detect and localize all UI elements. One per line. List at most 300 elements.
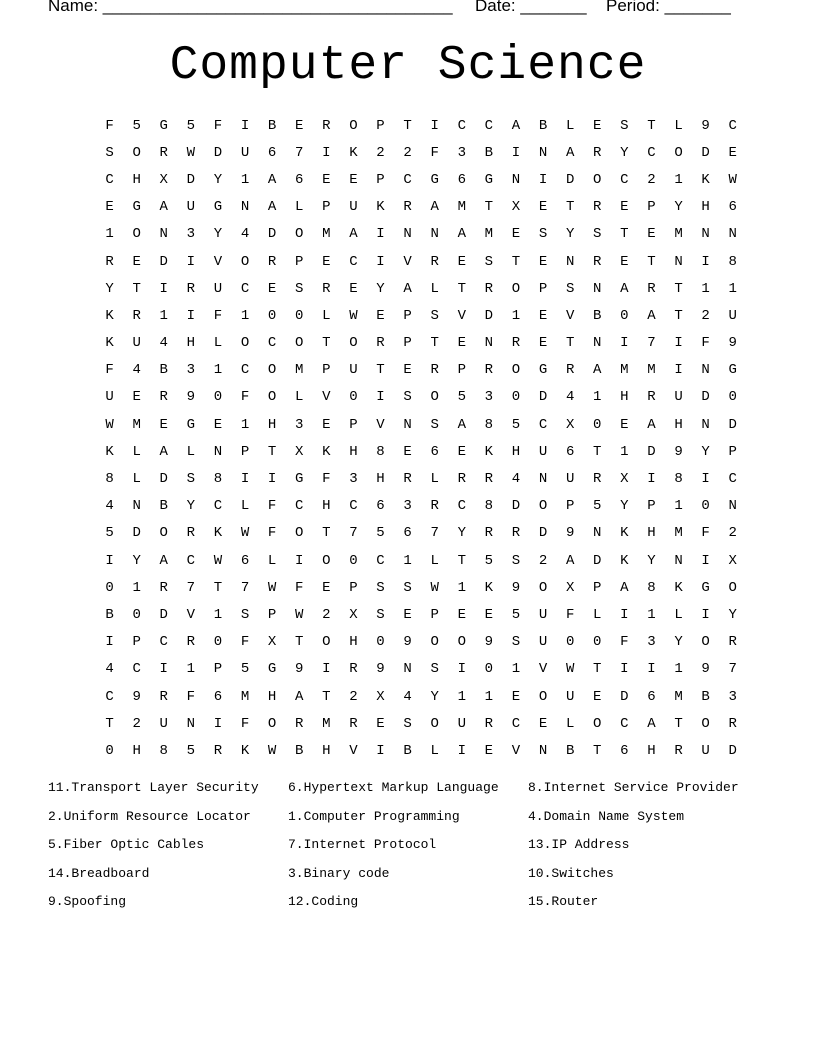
grid-letter: R (267, 253, 277, 270)
grid-letter: H (701, 199, 710, 216)
grid-letter: O (322, 552, 331, 569)
grid-letter: U (105, 389, 114, 406)
grid-letter: L (430, 742, 439, 759)
grid-row (96, 275, 746, 302)
grid-letter: D (186, 171, 196, 188)
grid-row (96, 737, 746, 764)
grid-letter: C (295, 498, 304, 515)
word-list-item: 14.Breadboard (48, 865, 150, 881)
grid-letter: X (620, 471, 629, 488)
grid-row (96, 139, 746, 166)
grid-letter: K (322, 443, 331, 460)
grid-letter: K (240, 742, 250, 759)
grid-letter: C (349, 498, 358, 515)
grid-letter: E (403, 443, 412, 460)
grid-letter: L (322, 307, 331, 324)
grid-letter: V (186, 606, 196, 623)
grid-letter: 1 (186, 661, 196, 678)
grid-letter: 1 (159, 307, 168, 324)
grid-letter: V (403, 253, 412, 270)
grid-row (96, 493, 746, 520)
grid-letter: D (647, 443, 656, 460)
grid-letter: C (403, 171, 412, 188)
grid-letter: V (511, 742, 521, 759)
grid-letter: L (430, 471, 439, 488)
grid-letter: B (159, 498, 168, 515)
grid-letter: R (484, 525, 494, 542)
grid-letter: L (186, 443, 196, 460)
grid-letter: 4 (240, 226, 250, 243)
grid-letter: N (728, 498, 737, 515)
grid-letter: N (430, 226, 439, 243)
grid-letter: G (267, 661, 277, 678)
grid-row (96, 629, 746, 656)
grid-row (96, 330, 746, 357)
grid-letter: 9 (565, 525, 575, 542)
grid-letter: 6 (620, 742, 629, 759)
grid-letter: M (674, 226, 683, 243)
grid-letter: 1 (620, 443, 629, 460)
grid-letter: N (240, 199, 250, 216)
grid-letter: C (457, 498, 466, 515)
grid-letter: Y (674, 199, 683, 216)
grid-letter: 7 (186, 579, 196, 596)
grid-letter: T (457, 280, 466, 297)
grid-letter: 7 (728, 661, 737, 678)
grid-letter: T (674, 715, 683, 732)
grid-letter: L (674, 606, 683, 623)
grid-row (96, 520, 746, 547)
grid-letter: T (376, 362, 385, 379)
grid-letter: T (457, 552, 466, 569)
grid-letter: S (376, 606, 385, 623)
grid-letter: 7 (430, 525, 439, 542)
grid-letter: Y (701, 443, 710, 460)
grid-letter: S (620, 117, 629, 134)
grid-letter: R (159, 144, 168, 161)
grid-letter: 0 (484, 661, 494, 678)
grid-letter: U (674, 389, 683, 406)
grid-letter: P (132, 634, 141, 651)
grid-letter: 0 (105, 579, 114, 596)
grid-letter: V (565, 307, 575, 324)
grid-letter: O (701, 634, 710, 651)
grid-letter: R (186, 634, 196, 651)
grid-letter: Y (457, 525, 466, 542)
grid-letter: B (403, 742, 412, 759)
grid-letter: C (105, 688, 114, 705)
grid-letter: N (511, 171, 521, 188)
grid-letter: 0 (376, 634, 385, 651)
grid-letter: G (213, 199, 223, 216)
grid-letter: 5 (484, 552, 494, 569)
grid-letter: 3 (186, 226, 196, 243)
grid-letter: O (322, 634, 331, 651)
grid-letter: O (511, 362, 521, 379)
student-info-header (0, 0, 816, 20)
grid-letter: E (105, 199, 114, 216)
grid-letter: N (674, 552, 683, 569)
grid-letter: T (647, 253, 656, 270)
grid-letter: 5 (186, 742, 196, 759)
grid-letter: T (674, 307, 683, 324)
grid-letter: L (430, 280, 439, 297)
grid-letter: I (105, 552, 114, 569)
grid-letter: 0 (213, 634, 223, 651)
grid-letter: Y (620, 498, 629, 515)
grid-letter: 1 (240, 171, 250, 188)
grid-letter: S (565, 280, 575, 297)
grid-letter: 3 (295, 416, 304, 433)
grid-letter: 8 (484, 498, 494, 515)
grid-letter: G (132, 199, 141, 216)
word-list-item: 9.Spoofing (48, 894, 127, 909)
grid-letter: Y (565, 226, 575, 243)
grid-letter: T (105, 715, 114, 732)
grid-letter: Y (132, 552, 141, 569)
grid-letter: T (295, 634, 304, 651)
grid-row (96, 194, 746, 221)
grid-letter: 9 (186, 389, 196, 406)
grid-letter: U (701, 742, 710, 759)
grid-letter: R (322, 117, 331, 134)
grid-letter: E (267, 280, 277, 297)
grid-row (96, 710, 746, 737)
grid-letter: S (240, 606, 250, 623)
grid-letter: B (593, 307, 602, 324)
grid-letter: C (538, 416, 548, 433)
grid-letter: 8 (213, 471, 223, 488)
grid-letter: E (511, 226, 521, 243)
grid-letter: F (240, 389, 250, 406)
grid-letter: N (674, 253, 683, 270)
grid-letter: I (457, 742, 466, 759)
grid-letter: R (593, 144, 602, 161)
grid-letter: P (647, 199, 656, 216)
grid-letter: F (701, 335, 710, 352)
period-field-label: Period: _______ (606, 0, 731, 15)
grid-letter: A (403, 280, 412, 297)
grid-letter: E (376, 715, 385, 732)
grid-letter: 0 (349, 389, 358, 406)
grid-letter: R (593, 471, 602, 488)
grid-letter: 5 (457, 389, 466, 406)
grid-letter: P (349, 579, 358, 596)
grid-letter: A (647, 715, 656, 732)
grid-letter: M (240, 688, 250, 705)
grid-letter: R (674, 742, 683, 759)
grid-letter: 9 (295, 661, 304, 678)
word-list (48, 778, 768, 911)
grid-letter: K (620, 552, 629, 569)
grid-letter: 4 (403, 688, 412, 705)
grid-letter: W (728, 171, 737, 188)
grid-letter: L (565, 117, 575, 134)
grid-letter: U (538, 606, 548, 623)
grid-letter: I (430, 117, 439, 134)
grid-letter: W (267, 579, 277, 596)
grid-letter: E (484, 742, 494, 759)
grid-letter: O (240, 253, 250, 270)
grid-letter: A (457, 226, 466, 243)
grid-letter: S (403, 579, 412, 596)
grid-letter: 5 (376, 525, 385, 542)
grid-letter: A (565, 144, 575, 161)
grid-letter: B (159, 362, 168, 379)
grid-letter: V (213, 253, 223, 270)
grid-letter: E (538, 253, 548, 270)
grid-letter: T (593, 661, 602, 678)
grid-letter: H (349, 443, 358, 460)
grid-letter: 1 (403, 552, 412, 569)
grid-letter: G (484, 171, 494, 188)
grid-letter: 1 (132, 579, 141, 596)
grid-letter: 2 (647, 171, 656, 188)
grid-letter: R (159, 579, 168, 596)
grid-letter: C (647, 144, 656, 161)
grid-letter: 0 (105, 742, 114, 759)
grid-letter: R (322, 280, 331, 297)
grid-letter: E (538, 199, 548, 216)
word-list-item: 13.IP Address (528, 837, 630, 852)
grid-letter: W (105, 416, 114, 433)
grid-letter: E (538, 335, 548, 352)
word-list-item: 12.Coding (288, 894, 359, 909)
grid-letter: 5 (132, 117, 141, 134)
grid-letter: 5 (105, 525, 114, 542)
grid-row (96, 357, 746, 384)
grid-letter: X (565, 579, 575, 596)
grid-letter: 6 (647, 688, 656, 705)
page-title: Computer Science (169, 39, 647, 93)
grid-letter: R (728, 634, 737, 651)
grid-letter: 2 (349, 688, 358, 705)
grid-letter: R (593, 199, 602, 216)
grid-letter: 5 (240, 661, 250, 678)
grid-letter: D (620, 688, 629, 705)
grid-letter: A (647, 416, 656, 433)
grid-letter: P (349, 416, 358, 433)
grid-letter: P (295, 253, 304, 270)
grid-letter: 3 (728, 688, 737, 705)
grid-letter: W (430, 579, 439, 596)
grid-letter: S (593, 226, 602, 243)
grid-letter: 0 (267, 307, 277, 324)
grid-letter: E (620, 416, 629, 433)
grid-letter: 4 (105, 498, 114, 515)
grid-letter: 3 (647, 634, 656, 651)
grid-letter: N (159, 226, 168, 243)
grid-letter: C (376, 552, 385, 569)
grid-letter: W (295, 606, 304, 623)
grid-letter: F (620, 634, 629, 651)
grid-letter: 6 (376, 498, 385, 515)
grid-letter: D (728, 742, 737, 759)
grid-letter: 1 (240, 307, 250, 324)
grid-letter: P (728, 443, 737, 460)
grid-letter: O (349, 335, 358, 352)
grid-letter: R (647, 389, 656, 406)
grid-letter: E (403, 606, 412, 623)
grid-letter: 0 (728, 389, 737, 406)
grid-letter: V (349, 742, 358, 759)
grid-row (96, 166, 746, 193)
grid-letter: 2 (701, 307, 710, 324)
grid-letter: F (105, 117, 114, 134)
grid-letter: E (457, 335, 466, 352)
grid-letter: I (376, 226, 385, 243)
grid-letter: S (511, 552, 521, 569)
grid-letter: N (593, 335, 602, 352)
grid-letter: I (213, 715, 223, 732)
grid-letter: D (728, 416, 737, 433)
grid-letter: O (132, 226, 141, 243)
grid-letter: A (647, 307, 656, 324)
grid-letter: T (322, 525, 331, 542)
grid-letter: I (186, 253, 196, 270)
grid-letter: K (105, 335, 114, 352)
grid-letter: T (430, 335, 439, 352)
grid-letter: S (430, 416, 439, 433)
grid-letter: 8 (159, 742, 168, 759)
grid-letter: T (213, 579, 223, 596)
grid-letter: T (593, 742, 602, 759)
grid-letter: H (511, 443, 521, 460)
grid-letter: C (267, 335, 277, 352)
grid-letter: 5 (186, 117, 196, 134)
grid-letter: G (430, 171, 439, 188)
grid-letter: 0 (593, 634, 602, 651)
grid-letter: T (484, 199, 494, 216)
grid-letter: H (620, 389, 629, 406)
grid-letter: U (457, 715, 466, 732)
grid-letter: I (701, 606, 710, 623)
grid-letter: W (267, 742, 277, 759)
grid-row (96, 601, 746, 628)
grid-letter: O (674, 144, 683, 161)
grid-letter: 9 (701, 117, 710, 134)
grid-letter: L (430, 552, 439, 569)
grid-letter: M (132, 416, 141, 433)
grid-letter: R (376, 335, 385, 352)
grid-letter: L (295, 389, 304, 406)
grid-letter: A (457, 416, 466, 433)
grid-letter: 0 (132, 606, 141, 623)
grid-letter: I (701, 552, 710, 569)
grid-letter: 1 (484, 688, 494, 705)
grid-letter: C (240, 362, 250, 379)
grid-letter: S (484, 253, 494, 270)
grid-letter: K (105, 307, 114, 324)
grid-letter: O (538, 498, 548, 515)
grid-letter: R (349, 661, 358, 678)
grid-letter: A (593, 362, 602, 379)
word-list-item: 7.Internet Protocol (288, 837, 437, 852)
grid-letter: 8 (728, 253, 737, 270)
grid-letter: 4 (159, 335, 168, 352)
grid-letter: R (403, 471, 412, 488)
grid-letter: L (267, 552, 277, 569)
grid-letter: 9 (132, 688, 141, 705)
grid-letter: O (430, 715, 439, 732)
grid-letter: D (538, 389, 548, 406)
grid-letter: U (728, 307, 737, 324)
grid-letter: I (376, 742, 385, 759)
grid-letter: R (132, 307, 141, 324)
grid-letter: P (457, 362, 466, 379)
grid-letter: E (159, 416, 168, 433)
grid-letter: L (593, 606, 602, 623)
grid-letter: L (132, 471, 141, 488)
grid-letter: E (620, 253, 629, 270)
grid-letter: M (674, 525, 683, 542)
grid-row (96, 438, 746, 465)
grid-letter: Y (674, 634, 683, 651)
grid-letter: T (647, 117, 656, 134)
grid-letter: D (213, 144, 223, 161)
grid-letter: I (186, 307, 196, 324)
grid-letter: E (593, 688, 602, 705)
grid-letter: S (403, 389, 412, 406)
grid-letter: 9 (484, 634, 494, 651)
grid-letter: F (565, 606, 575, 623)
grid-letter: N (538, 144, 548, 161)
grid-letter: 6 (457, 171, 466, 188)
grid-letter: R (159, 389, 168, 406)
grid-letter: I (267, 471, 277, 488)
grid-letter: F (105, 362, 114, 379)
grid-letter: P (322, 199, 331, 216)
grid-letter: 1 (701, 280, 710, 297)
grid-letter: G (186, 416, 196, 433)
grid-letter: 3 (484, 389, 494, 406)
grid-letter: 6 (728, 199, 737, 216)
grid-letter: Y (728, 606, 737, 623)
grid-letter: 5 (593, 498, 602, 515)
grid-letter: O (430, 634, 439, 651)
grid-letter: L (565, 715, 575, 732)
grid-letter: 1 (240, 416, 250, 433)
grid-letter: F (430, 144, 439, 161)
grid-letter: N (701, 226, 710, 243)
grid-letter: E (376, 307, 385, 324)
grid-letter: X (267, 634, 277, 651)
grid-letter: P (538, 280, 548, 297)
grid-letter: C (457, 117, 466, 134)
word-search-grid (96, 112, 746, 765)
grid-letter: R (484, 471, 494, 488)
grid-letter: U (159, 715, 168, 732)
grid-letter: N (538, 742, 548, 759)
grid-letter: I (674, 335, 683, 352)
grid-letter: C (349, 253, 358, 270)
grid-letter: H (647, 525, 656, 542)
grid-letter: S (430, 307, 439, 324)
grid-letter: W (349, 307, 358, 324)
grid-letter: B (565, 742, 575, 759)
grid-letter: D (267, 226, 277, 243)
grid-letter: V (538, 661, 548, 678)
grid-letter: 0 (295, 307, 304, 324)
grid-letter: S (295, 280, 304, 297)
grid-letter: U (132, 335, 141, 352)
date-field-label: Date: _______ (475, 0, 587, 15)
grid-letter: 8 (105, 471, 114, 488)
grid-letter: O (240, 335, 250, 352)
grid-letter: N (403, 226, 412, 243)
grid-letter: W (565, 661, 575, 678)
word-list-item: 11.Transport Layer Security (48, 780, 259, 795)
